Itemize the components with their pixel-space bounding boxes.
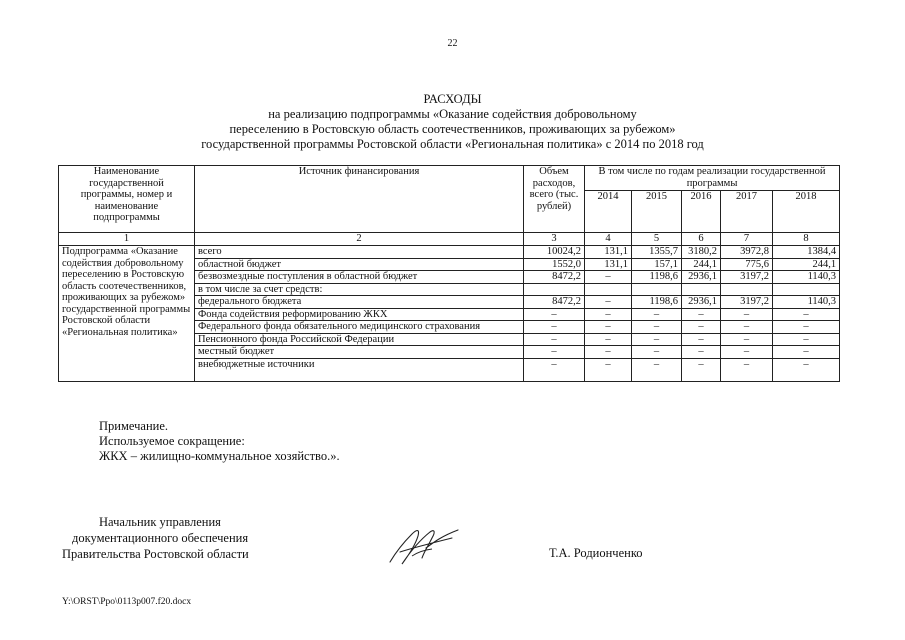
year-value: 3197,2 — [721, 296, 773, 309]
year-value: – — [632, 346, 682, 359]
year-value: – — [773, 346, 840, 359]
year-value: – — [721, 308, 773, 321]
year-value: – — [721, 321, 773, 334]
year-value: 3972,8 — [721, 246, 773, 259]
year-value: 775,6 — [721, 258, 773, 271]
total-value: – — [524, 346, 585, 359]
column-numbers-row — [59, 233, 840, 246]
header-program-name: Наименование государственной программы, номер и наименование подпрограммы — [59, 166, 195, 233]
funding-source: внебюджетные источники — [195, 358, 524, 381]
column-number: 3 — [524, 233, 585, 246]
header-year: 2014 — [585, 191, 632, 233]
signatory-title-line: документационного обеспечения — [72, 531, 249, 545]
subprogram-name: Подпрограмма «Оказание содействия добровольному переселению в Ростовскую область соотечественников, проживающих за рубежом» государственной программы Ростовской области «Региональная политика» — [59, 246, 195, 382]
year-value: 244,1 — [773, 258, 840, 271]
funding-source: всего — [195, 246, 524, 259]
year-value: 131,1 — [585, 246, 632, 259]
note-heading: Примечание. — [99, 419, 169, 433]
note-line: Используемое сокращение: — [99, 434, 245, 448]
funding-source: безвозмездные поступления в областной бюджет — [195, 271, 524, 284]
year-value — [585, 283, 632, 296]
year-value: – — [682, 333, 721, 346]
header-years-group: В том числе по годам реализации государственной программы — [585, 166, 840, 191]
signatory-title — [62, 514, 249, 562]
funding-source: местный бюджет — [195, 346, 524, 359]
year-value: 131,1 — [585, 258, 632, 271]
year-value: 3197,2 — [721, 271, 773, 284]
year-value: 1198,6 — [632, 271, 682, 284]
year-value: – — [773, 358, 840, 381]
year-value: – — [585, 358, 632, 381]
year-value: 2936,1 — [682, 271, 721, 284]
column-number: 8 — [773, 233, 840, 246]
column-number: 1 — [59, 233, 195, 246]
total-value: 8472,2 — [524, 296, 585, 309]
total-value: 1552,0 — [524, 258, 585, 271]
header-funding-source: Источник финансирования — [195, 166, 524, 233]
year-value: – — [682, 308, 721, 321]
year-value — [632, 283, 682, 296]
column-number: 5 — [632, 233, 682, 246]
title-heading: РАСХОДЫ — [423, 92, 482, 106]
year-value — [721, 283, 773, 296]
year-value: 1140,3 — [773, 271, 840, 284]
total-value: 10024,2 — [524, 246, 585, 259]
year-value: – — [585, 333, 632, 346]
column-number: 4 — [585, 233, 632, 246]
funding-source: Фонда содействия реформированию ЖКХ — [195, 308, 524, 321]
signatory-title-line: Начальник управления — [99, 515, 221, 529]
year-value: – — [585, 308, 632, 321]
year-value: – — [773, 308, 840, 321]
year-value — [773, 283, 840, 296]
handwritten-signature — [382, 522, 464, 572]
funding-source: федерального бюджета — [195, 296, 524, 309]
total-value — [524, 283, 585, 296]
year-value: 157,1 — [632, 258, 682, 271]
file-path-footer: Y:\ORST\Ppo\0113p007.f20.docx — [62, 597, 192, 607]
year-value: – — [721, 358, 773, 381]
year-value: – — [632, 358, 682, 381]
title-line-2: на реализацию подпрограммы «Оказание содействия добровольному — [268, 107, 637, 121]
total-value: – — [524, 358, 585, 381]
column-number: 2 — [195, 233, 524, 246]
expenses-table — [58, 165, 840, 382]
column-number: 6 — [682, 233, 721, 246]
year-value: 1384,4 — [773, 246, 840, 259]
year-value: 244,1 — [682, 258, 721, 271]
year-value: – — [585, 321, 632, 334]
note-line: ЖКХ – жилищно-коммунальное хозяйство.». — [99, 449, 340, 463]
total-value: – — [524, 308, 585, 321]
year-value: – — [721, 346, 773, 359]
note-block — [99, 419, 340, 464]
year-value: – — [585, 346, 632, 359]
funding-source: в том числе за счет средств: — [195, 283, 524, 296]
total-value: 8472,2 — [524, 271, 585, 284]
column-number: 7 — [721, 233, 773, 246]
year-value: 2936,1 — [682, 296, 721, 309]
year-value — [682, 283, 721, 296]
year-value: 1140,3 — [773, 296, 840, 309]
title-line-3: переселению в Ростовскую область соотечественников, проживающих за рубежом» — [229, 122, 676, 136]
year-value: – — [773, 333, 840, 346]
funding-source: областной бюджет — [195, 258, 524, 271]
total-value: – — [524, 321, 585, 334]
table-row — [59, 246, 840, 259]
signatory-name: Т.А. Родионченко — [549, 546, 643, 560]
header-year: 2016 — [682, 191, 721, 233]
year-value: – — [585, 296, 632, 309]
header-year: 2018 — [773, 191, 840, 233]
document-title — [0, 92, 905, 152]
signatory-title-line: Правительства Ростовской области — [62, 547, 249, 561]
funding-source: Пенсионного фонда Российской Федерации — [195, 333, 524, 346]
year-value: – — [773, 321, 840, 334]
header-year: 2017 — [721, 191, 773, 233]
year-value: – — [632, 321, 682, 334]
total-value: – — [524, 333, 585, 346]
header-year: 2015 — [632, 191, 682, 233]
year-value: 1355,7 — [632, 246, 682, 259]
title-line-4: государственной программы Ростовской области «Региональная политика» с 2014 по 2018 год — [201, 137, 704, 151]
year-value: – — [721, 333, 773, 346]
year-value: – — [682, 358, 721, 381]
year-value: – — [632, 308, 682, 321]
year-value: – — [682, 321, 721, 334]
page-number: 22 — [447, 38, 458, 49]
header-total-volume: Объем расходов, всего (тыс. рублей) — [524, 166, 585, 233]
year-value: – — [585, 271, 632, 284]
year-value: 1198,6 — [632, 296, 682, 309]
year-value: – — [632, 333, 682, 346]
year-value: 3180,2 — [682, 246, 721, 259]
funding-source: Федерального фонда обязательного медицинского страхования — [195, 321, 524, 334]
year-value: – — [682, 346, 721, 359]
